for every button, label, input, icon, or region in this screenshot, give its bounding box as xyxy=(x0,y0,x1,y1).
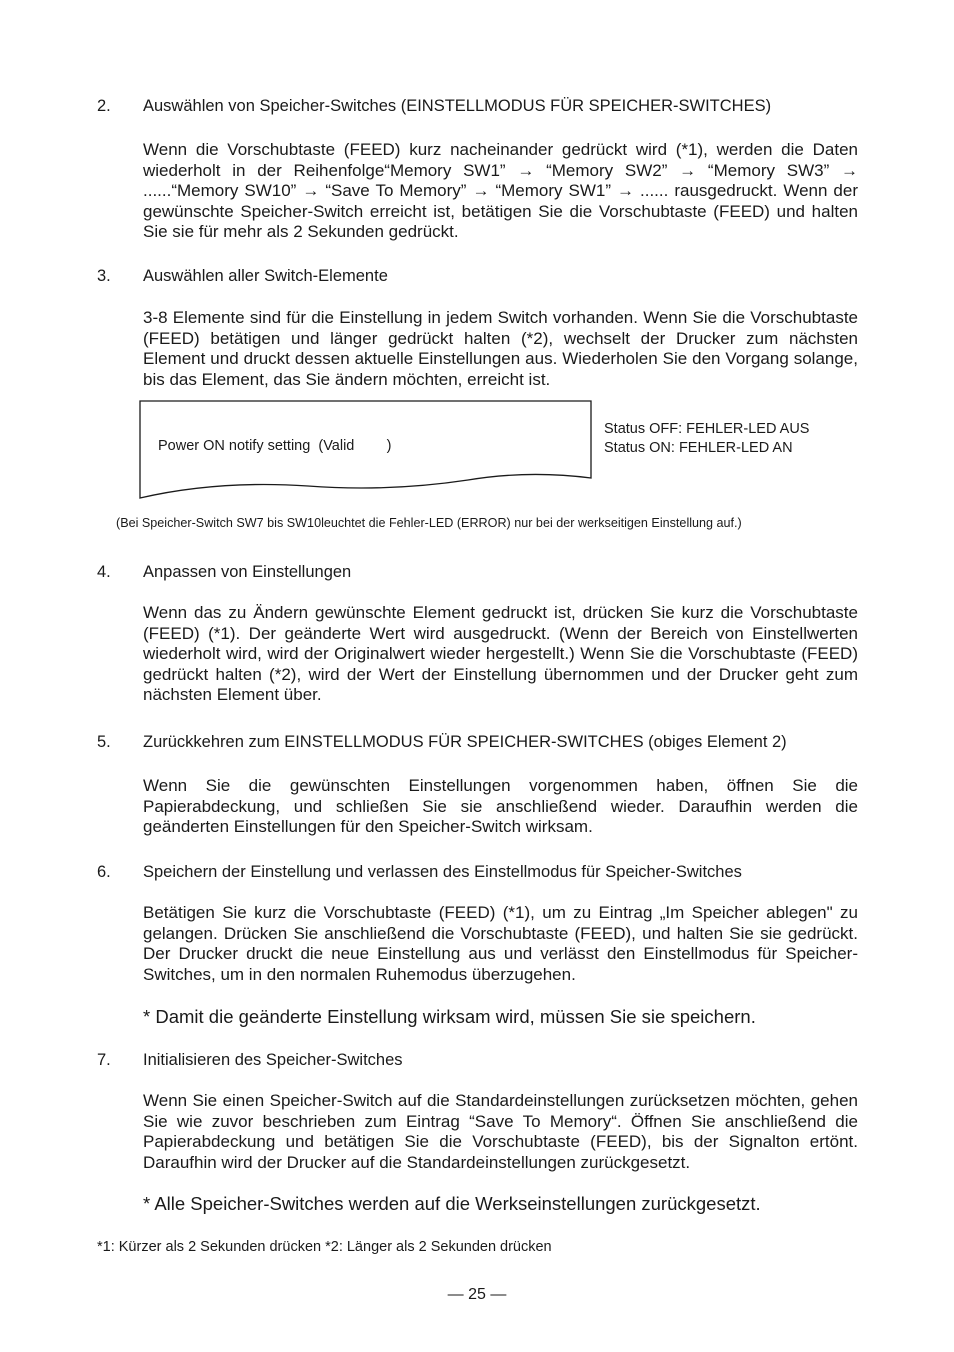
section-4-number: 4. xyxy=(97,563,111,581)
section-6-note: * Damit die geänderte Einstellung wirksam wird, müssen Sie sie speichern. xyxy=(143,1006,756,1027)
section-7-number: 7. xyxy=(97,1051,111,1069)
section-7-heading: Initialisieren des Speicher-Switches xyxy=(143,1051,403,1069)
section-6-heading: Speichern der Einstellung und verlassen des Einstellmodus für Speicher-Switches xyxy=(143,863,742,881)
section-5-number: 5. xyxy=(97,733,111,751)
status-off-label: Status OFF: FEHLER-LED AUS xyxy=(604,421,810,437)
section-3-body: 3-8 Elemente sind für die Einstellung in jedem Switch vorhanden. Wenn Sie die Vorschubtaste (FEED) betätigen und länger gedrückt halten (*2), wechselt der Drucker zum nächsten Element und druckt dessen aktuelle Einstellungen aus. Wiederholen Sie den Vorgang solange, bis das Element, das Sie ändern möchten, erreicht ist. xyxy=(143,308,858,389)
section-2-number: 2. xyxy=(97,97,111,115)
section-7-body: Wenn Sie einen Speicher-Switch auf die Standardeinstellungen zurücksetzen möchten, gehen Sie wie zuvor beschrieben zum Eintrag “Save To Memory“. Öffnen Sie anschließend die Papierabdeckung und betätigen Sie die Vorschubtaste (FEED), bis der Signalton ertönt. Daraufhin wird der Drucker auf die Standardeinstellungen zurückgesetzt. xyxy=(143,1091,858,1172)
section-3-heading: Auswählen aller Switch-Elemente xyxy=(143,267,388,285)
section-3-number: 3. xyxy=(97,267,111,285)
page-number: — 25 — xyxy=(447,1286,507,1303)
section-2-body: Wenn die Vorschubtaste (FEED) kurz nacheinander gedrückt wird (*1), werden die Daten wiederholt in der Reihenfolge“Memory SW1” → “Memory SW2” → “Memory SW3” → ......“Memory SW10” → “Save To Memory” → “Memory SW1” → ...... rausgedruckt. Wenn der gewünschte Speicher-Switch erreicht ist, betätigen Sie die Vorschubtaste (FEED) und halten Sie sie für mehr als 2 Sekunden gedrückt. xyxy=(143,140,858,242)
footnote: *1: Kürzer als 2 Sekunden drücken *2: Länger als 2 Sekunden drücken xyxy=(97,1239,552,1255)
printout-text: Power ON notify setting (Valid ) xyxy=(158,438,392,454)
section-6-body: Betätigen Sie kurz die Vorschubtaste (FEED) (*1), um zu Eintrag „Im Speicher ablegen" zu gelangen. Drücken Sie anschließend die Vorschubtaste (FEED), und halten Sie sie gedrückt. Der Drucker druckt die neue Einstellung aus und verlässt den Einstellmodus für Speicher-Switches, um in den normalen Ruhemodus überzugehen. xyxy=(143,903,858,984)
section-4-heading: Anpassen von Einstellungen xyxy=(143,563,352,581)
status-on-label: Status ON: FEHLER-LED AN xyxy=(604,440,793,456)
section-7-note: * Alle Speicher-Switches werden auf die Werkseinstellungen zurückgesetzt. xyxy=(143,1193,761,1214)
section-4-body: Wenn das zu Ändern gewünschte Element gedruckt ist, drücken Sie kurz die Vorschubtaste (FEED) (*1). Der geänderte Wert wird ausgedruckt. (Wenn der Bereich von Einstellwerten wiederholt wird, wird der Originalwert wieder hergestellt.) Wenn Sie die Vorschubtaste (FEED) gedrückt halten (*2), wird der Wert der Einstellung übernommen und der Drucker geht zum nächsten Element über. xyxy=(143,603,858,705)
section-5-body: Wenn Sie die gewünschten Einstellungen vorgenommen haben, öffnen Sie die Papierabdeckung, und schließen Sie sie anschließend wieder. Daraufhin werden die geänderten Einstellungen für den Speicher-Switch wirksam. xyxy=(143,776,858,837)
section-5-heading: Zurückkehren zum EINSTELLMODUS FÜR SPEICHER-SWITCHES (obiges Element 2) xyxy=(143,733,787,751)
section-6-number: 6. xyxy=(97,863,111,881)
printout-caption: (Bei Speicher-Switch SW7 bis SW10leuchtet die Fehler-LED (ERROR) nur bei der werkseitigen Einstellung auf.) xyxy=(116,516,742,530)
section-2-heading: Auswählen von Speicher-Switches (EINSTELLMODUS FÜR SPEICHER-SWITCHES) xyxy=(143,97,772,115)
